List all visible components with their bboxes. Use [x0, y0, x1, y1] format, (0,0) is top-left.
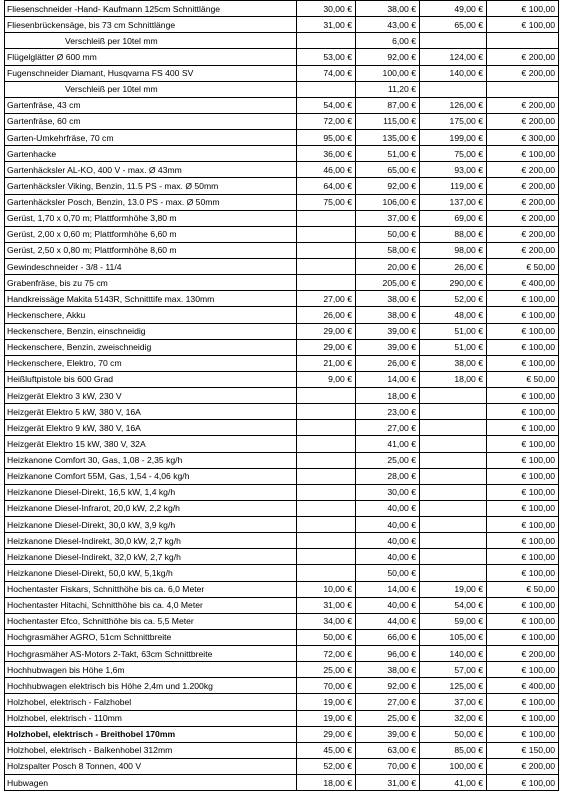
price-cell-1: [297, 33, 356, 49]
table-row: [5, 404, 559, 420]
price-cell-2: 28,00 €: [356, 468, 420, 484]
item-name-cell: Heckenschere, Akku: [5, 307, 297, 323]
table-row: [5, 484, 559, 500]
table-row: [5, 33, 559, 49]
price-cell-1: 29,00 €: [297, 323, 356, 339]
price-cell-3: [420, 565, 487, 581]
price-cell-3: [420, 484, 487, 500]
item-name-cell: Gartenhäcksler AL-KO, 400 V - max. Ø 43mm: [5, 162, 297, 178]
price-cell-1: 45,00 €: [297, 742, 356, 758]
table-row: [5, 371, 559, 387]
deposit-cell: € 300,00: [487, 130, 559, 146]
price-cell-2: 92,00 €: [356, 178, 420, 194]
item-name-cell: Heizgerät Elektro 15 kW, 380 V, 32A: [5, 436, 297, 452]
table-row: [5, 742, 559, 758]
deposit-cell: € 200,00: [487, 242, 559, 258]
price-cell-2: 23,00 €: [356, 404, 420, 420]
price-cell-3: 119,00 €: [420, 178, 487, 194]
table-row: [5, 242, 559, 258]
price-cell-2: 11,20 €: [356, 81, 420, 97]
price-cell-1: [297, 468, 356, 484]
item-name-cell: Heckenschere, Benzin, einschneidig: [5, 323, 297, 339]
deposit-cell: € 100,00: [487, 291, 559, 307]
price-cell-2: 43,00 €: [356, 17, 420, 33]
price-cell-1: [297, 242, 356, 258]
price-cell-3: 41,00 €: [420, 775, 487, 791]
item-name-cell: Heizkanone Diesel-Direkt, 30,0 kW, 3,9 kg/h: [5, 517, 297, 533]
table-row: [5, 436, 559, 452]
price-cell-1: 31,00 €: [297, 597, 356, 613]
table-row: [5, 420, 559, 436]
price-cell-3: [420, 468, 487, 484]
table-row: [5, 758, 559, 774]
item-name-cell: Fugenschneider Diamant, Husqvarna FS 400 SV: [5, 65, 297, 81]
item-name-cell: Gerüst, 1,70 x 0,70 m; Plattformhöhe 3,80 m: [5, 210, 297, 226]
table-row: [5, 275, 559, 291]
item-name-cell: Heizkanone Comfort 30, Gas, 1,08 - 2,35 kg/h: [5, 452, 297, 468]
price-cell-3: 38,00 €: [420, 355, 487, 371]
price-cell-3: [420, 388, 487, 404]
deposit-cell: € 100,00: [487, 565, 559, 581]
deposit-cell: € 100,00: [487, 436, 559, 452]
price-cell-2: 40,00 €: [356, 549, 420, 565]
price-cell-1: [297, 420, 356, 436]
item-name-cell: Holzspalter Posch 8 Tonnen, 400 V: [5, 758, 297, 774]
table-row: [5, 226, 559, 242]
deposit-cell: € 100,00: [487, 517, 559, 533]
item-name-cell: Heizkanone Diesel-Infrarot, 20,0 kW, 2,2 kg/h: [5, 500, 297, 516]
price-cell-1: 29,00 €: [297, 339, 356, 355]
price-cell-2: 20,00 €: [356, 259, 420, 275]
price-cell-3: 32,00 €: [420, 710, 487, 726]
price-cell-3: 59,00 €: [420, 613, 487, 629]
deposit-cell: € 100,00: [487, 533, 559, 549]
price-cell-1: 19,00 €: [297, 694, 356, 710]
price-cell-2: 27,00 €: [356, 420, 420, 436]
deposit-cell: € 100,00: [487, 323, 559, 339]
item-name-cell: Hochentaster Hitachi, Schnitthöhe bis ca. 4,0 Meter: [5, 597, 297, 613]
deposit-cell: € 100,00: [487, 726, 559, 742]
price-cell-3: 49,00 €: [420, 1, 487, 17]
price-cell-1: [297, 259, 356, 275]
item-name-cell: Holzhobel, elektrisch - 110mm: [5, 710, 297, 726]
price-cell-3: 57,00 €: [420, 662, 487, 678]
deposit-cell: € 100,00: [487, 694, 559, 710]
price-cell-1: 18,00 €: [297, 775, 356, 791]
table-row: [5, 775, 559, 791]
price-cell-1: 52,00 €: [297, 758, 356, 774]
table-row: [5, 533, 559, 549]
table-row: [5, 581, 559, 597]
price-cell-1: 74,00 €: [297, 65, 356, 81]
price-cell-3: 51,00 €: [420, 323, 487, 339]
price-cell-3: [420, 33, 487, 49]
price-cell-2: 25,00 €: [356, 710, 420, 726]
price-cell-3: 137,00 €: [420, 194, 487, 210]
item-name-cell: Handkreissäge Makita 5143R, Schnitttife max. 130mm: [5, 291, 297, 307]
item-name-cell: Grabenfräse, bis zu 75 cm: [5, 275, 297, 291]
deposit-cell: € 100,00: [487, 388, 559, 404]
item-name-cell: Heizkanone Diesel-Direkt, 50,0 kW, 5,1kg/h: [5, 565, 297, 581]
price-cell-1: 53,00 €: [297, 49, 356, 65]
price-cell-2: 40,00 €: [356, 533, 420, 549]
item-name-cell: Heizkanone Diesel-Indirekt, 32,0 kW, 2,7 kg/h: [5, 549, 297, 565]
item-name-cell: Hochgrasmäher AGRO, 51cm Schnittbreite: [5, 629, 297, 645]
price-cell-1: [297, 452, 356, 468]
price-cell-2: 205,00 €: [356, 275, 420, 291]
deposit-cell: € 100,00: [487, 775, 559, 791]
item-name-cell: Gartenfräse, 43 cm: [5, 97, 297, 113]
price-cell-1: 29,00 €: [297, 726, 356, 742]
table-row: [5, 194, 559, 210]
table-row: [5, 339, 559, 355]
deposit-cell: [487, 81, 559, 97]
item-name-cell: Hochentaster Efco, Schnitthöhe bis ca. 5,5 Meter: [5, 613, 297, 629]
price-cell-2: 96,00 €: [356, 646, 420, 662]
table-row: [5, 65, 559, 81]
table-row: [5, 210, 559, 226]
price-cell-3: 199,00 €: [420, 130, 487, 146]
price-cell-2: 30,00 €: [356, 484, 420, 500]
deposit-cell: € 50,00: [487, 581, 559, 597]
price-cell-3: 125,00 €: [420, 678, 487, 694]
table-row: [5, 1, 559, 17]
deposit-cell: € 100,00: [487, 629, 559, 645]
table-row: [5, 646, 559, 662]
deposit-cell: € 100,00: [487, 1, 559, 17]
price-cell-3: 88,00 €: [420, 226, 487, 242]
price-cell-3: 126,00 €: [420, 97, 487, 113]
table-row: [5, 162, 559, 178]
price-cell-2: 44,00 €: [356, 613, 420, 629]
table-row: [5, 662, 559, 678]
price-cell-3: 26,00 €: [420, 259, 487, 275]
price-cell-1: [297, 533, 356, 549]
price-cell-3: 37,00 €: [420, 694, 487, 710]
price-cell-3: [420, 404, 487, 420]
item-name-cell: Fliesenschneider -Hand- Kaufmann 125cm Schnittlänge: [5, 1, 297, 17]
deposit-cell: € 100,00: [487, 613, 559, 629]
price-cell-2: 18,00 €: [356, 388, 420, 404]
price-cell-3: [420, 549, 487, 565]
item-name-cell: Hochhubwagen elektrisch bis Höhe 2,4m und 1.200kg: [5, 678, 297, 694]
table-row: [5, 291, 559, 307]
deposit-cell: € 200,00: [487, 194, 559, 210]
item-name-cell: Hochgrasmäher AS-Motors 2-Takt, 63cm Schnittbreite: [5, 646, 297, 662]
price-cell-2: 50,00 €: [356, 226, 420, 242]
price-cell-2: 41,00 €: [356, 436, 420, 452]
price-cell-3: 18,00 €: [420, 371, 487, 387]
price-cell-3: 51,00 €: [420, 339, 487, 355]
deposit-cell: € 100,00: [487, 146, 559, 162]
deposit-cell: € 400,00: [487, 678, 559, 694]
price-cell-3: [420, 420, 487, 436]
table-row: [5, 259, 559, 275]
table-row: [5, 517, 559, 533]
price-cell-1: [297, 275, 356, 291]
price-cell-3: 65,00 €: [420, 17, 487, 33]
deposit-cell: € 200,00: [487, 49, 559, 65]
price-cell-1: [297, 565, 356, 581]
price-cell-2: 31,00 €: [356, 775, 420, 791]
price-cell-1: 9,00 €: [297, 371, 356, 387]
price-cell-2: 38,00 €: [356, 1, 420, 17]
deposit-cell: € 100,00: [487, 307, 559, 323]
item-name-cell: Heckenschere, Elektro, 70 cm: [5, 355, 297, 371]
deposit-cell: € 200,00: [487, 758, 559, 774]
price-cell-2: 25,00 €: [356, 452, 420, 468]
price-cell-3: [420, 452, 487, 468]
deposit-cell: € 100,00: [487, 452, 559, 468]
table-row: [5, 678, 559, 694]
item-name-cell: Gartenfräse, 60 cm: [5, 113, 297, 129]
table-row: [5, 355, 559, 371]
item-name-cell: Heizkanone Comfort 55M, Gas, 1,54 - 4,06 kg/h: [5, 468, 297, 484]
table-row: [5, 726, 559, 742]
item-name-cell: Heizkanone Diesel-Indirekt, 30,0 kW, 2,7 kg/h: [5, 533, 297, 549]
price-cell-2: 58,00 €: [356, 242, 420, 258]
deposit-cell: € 50,00: [487, 371, 559, 387]
deposit-cell: € 100,00: [487, 404, 559, 420]
price-cell-1: [297, 404, 356, 420]
price-cell-1: [297, 436, 356, 452]
deposit-cell: € 200,00: [487, 162, 559, 178]
item-name-cell: Heizkanone Diesel-Direkt, 16,5 kW, 1,4 kg/h: [5, 484, 297, 500]
item-name-cell: Gartenhäcksler Posch, Benzin, 13.0 PS - max. Ø 50mm: [5, 194, 297, 210]
item-name-cell: Holzhobel, elektrisch - Falzhobel: [5, 694, 297, 710]
item-name-cell: Hochhubwagen bis Höhe 1,6m: [5, 662, 297, 678]
deposit-cell: € 200,00: [487, 113, 559, 129]
price-cell-3: 54,00 €: [420, 597, 487, 613]
price-cell-2: 27,00 €: [356, 694, 420, 710]
price-cell-3: 175,00 €: [420, 113, 487, 129]
item-name-cell: Gerüst, 2,50 x 0,80 m; Plattformhöhe 8,60 m: [5, 242, 297, 258]
item-name-cell: Heizgerät Elektro 5 kW, 380 V, 16A: [5, 404, 297, 420]
price-cell-2: 40,00 €: [356, 597, 420, 613]
price-cell-3: [420, 81, 487, 97]
deposit-cell: € 200,00: [487, 65, 559, 81]
price-cell-1: 10,00 €: [297, 581, 356, 597]
price-cell-2: 106,00 €: [356, 194, 420, 210]
table-row: [5, 468, 559, 484]
price-cell-2: 40,00 €: [356, 517, 420, 533]
deposit-cell: € 100,00: [487, 710, 559, 726]
item-name-cell: Heckenschere, Benzin, zweischneidig: [5, 339, 297, 355]
deposit-cell: € 100,00: [487, 662, 559, 678]
price-cell-3: 75,00 €: [420, 146, 487, 162]
deposit-cell: € 100,00: [487, 597, 559, 613]
price-cell-1: 30,00 €: [297, 1, 356, 17]
price-cell-1: [297, 81, 356, 97]
price-cell-2: 100,00 €: [356, 65, 420, 81]
price-cell-3: 50,00 €: [420, 726, 487, 742]
table-row: [5, 130, 559, 146]
price-cell-2: 6,00 €: [356, 33, 420, 49]
price-cell-3: 140,00 €: [420, 646, 487, 662]
price-cell-3: [420, 517, 487, 533]
deposit-cell: [487, 33, 559, 49]
price-cell-2: 38,00 €: [356, 307, 420, 323]
price-cell-2: 115,00 €: [356, 113, 420, 129]
price-cell-3: 69,00 €: [420, 210, 487, 226]
item-name-cell: Heißluftpistole bis 600 Grad: [5, 371, 297, 387]
price-cell-1: [297, 484, 356, 500]
price-cell-1: 70,00 €: [297, 678, 356, 694]
price-cell-1: 75,00 €: [297, 194, 356, 210]
item-name-cell: Garten-Umkehrfräse, 70 cm: [5, 130, 297, 146]
price-cell-1: 46,00 €: [297, 162, 356, 178]
item-name-cell: Hochentaster Fiskars, Schnitthöhe bis ca. 6,0 Meter: [5, 581, 297, 597]
item-name-cell: Flügelglätter Ø 600 mm: [5, 49, 297, 65]
price-cell-3: 100,00 €: [420, 758, 487, 774]
price-cell-1: 31,00 €: [297, 17, 356, 33]
price-cell-1: 72,00 €: [297, 113, 356, 129]
price-cell-2: 40,00 €: [356, 500, 420, 516]
table-row: [5, 500, 559, 516]
deposit-cell: € 400,00: [487, 275, 559, 291]
item-name-cell: Heizgerät Elektro 3 kW, 230 V: [5, 388, 297, 404]
rental-price-table-body: [5, 1, 559, 791]
table-row: [5, 549, 559, 565]
price-cell-1: 50,00 €: [297, 629, 356, 645]
price-cell-3: 52,00 €: [420, 291, 487, 307]
deposit-cell: € 100,00: [487, 484, 559, 500]
price-cell-2: 92,00 €: [356, 49, 420, 65]
price-cell-2: 39,00 €: [356, 323, 420, 339]
item-name-cell: Verschleiß per 10tel mm: [5, 81, 297, 97]
price-cell-2: 87,00 €: [356, 97, 420, 113]
item-name-cell: Heizgerät Elektro 9 kW, 380 V, 16A: [5, 420, 297, 436]
price-cell-3: [420, 436, 487, 452]
price-cell-2: 66,00 €: [356, 629, 420, 645]
deposit-cell: € 100,00: [487, 420, 559, 436]
price-cell-2: 65,00 €: [356, 162, 420, 178]
deposit-cell: € 100,00: [487, 355, 559, 371]
price-cell-1: 27,00 €: [297, 291, 356, 307]
price-cell-2: 63,00 €: [356, 742, 420, 758]
table-row: [5, 97, 559, 113]
price-cell-1: 64,00 €: [297, 178, 356, 194]
item-name-cell: Gartenhacke: [5, 146, 297, 162]
table-row: [5, 307, 559, 323]
deposit-cell: € 50,00: [487, 259, 559, 275]
deposit-cell: € 150,00: [487, 742, 559, 758]
price-cell-1: 19,00 €: [297, 710, 356, 726]
price-cell-2: 39,00 €: [356, 726, 420, 742]
deposit-cell: € 200,00: [487, 210, 559, 226]
price-cell-1: 72,00 €: [297, 646, 356, 662]
price-cell-2: 135,00 €: [356, 130, 420, 146]
table-row: [5, 388, 559, 404]
table-row: [5, 597, 559, 613]
table-row: [5, 710, 559, 726]
item-name-cell: Gewindeschneider - 3/8 - 11/4: [5, 259, 297, 275]
price-cell-1: 34,00 €: [297, 613, 356, 629]
price-cell-2: 39,00 €: [356, 339, 420, 355]
price-cell-2: 14,00 €: [356, 371, 420, 387]
price-cell-1: 95,00 €: [297, 130, 356, 146]
price-cell-2: 26,00 €: [356, 355, 420, 371]
price-cell-3: 48,00 €: [420, 307, 487, 323]
price-cell-2: 50,00 €: [356, 565, 420, 581]
price-cell-2: 38,00 €: [356, 291, 420, 307]
price-cell-2: 70,00 €: [356, 758, 420, 774]
price-cell-2: 92,00 €: [356, 678, 420, 694]
price-cell-1: 26,00 €: [297, 307, 356, 323]
table-row: [5, 113, 559, 129]
deposit-cell: € 200,00: [487, 226, 559, 242]
price-cell-1: [297, 388, 356, 404]
item-name-cell: Gerüst, 2,00 x 0,60 m; Plattformhöhe 6,60 m: [5, 226, 297, 242]
price-cell-1: [297, 517, 356, 533]
table-row: [5, 629, 559, 645]
table-row: [5, 565, 559, 581]
price-cell-3: 93,00 €: [420, 162, 487, 178]
table-row: [5, 178, 559, 194]
table-row: [5, 146, 559, 162]
price-cell-3: 105,00 €: [420, 629, 487, 645]
price-cell-1: 36,00 €: [297, 146, 356, 162]
deposit-cell: € 200,00: [487, 646, 559, 662]
item-name-cell: Fliesenbrückensäge, bis 73 cm Schnittlänge: [5, 17, 297, 33]
item-name-cell: Hubwagen: [5, 775, 297, 791]
rental-price-table: [4, 0, 559, 791]
price-cell-2: 38,00 €: [356, 662, 420, 678]
item-name-cell: Holzhobel, elektrisch - Balkenhobel 312mm: [5, 742, 297, 758]
price-cell-3: 85,00 €: [420, 742, 487, 758]
price-cell-3: 124,00 €: [420, 49, 487, 65]
price-cell-2: 37,00 €: [356, 210, 420, 226]
price-cell-3: 290,00 €: [420, 275, 487, 291]
deposit-cell: € 200,00: [487, 178, 559, 194]
price-cell-1: 54,00 €: [297, 97, 356, 113]
price-cell-3: [420, 533, 487, 549]
deposit-cell: € 100,00: [487, 468, 559, 484]
deposit-cell: € 100,00: [487, 500, 559, 516]
price-cell-1: [297, 210, 356, 226]
price-cell-1: [297, 226, 356, 242]
table-row: [5, 694, 559, 710]
item-name-cell: Gartenhäcksler Viking, Benzin, 11.5 PS - max. Ø 50mm: [5, 178, 297, 194]
item-name-cell: Verschleiß per 10tel mm: [5, 33, 297, 49]
table-row: [5, 17, 559, 33]
price-cell-3: 98,00 €: [420, 242, 487, 258]
price-cell-2: 14,00 €: [356, 581, 420, 597]
table-row: [5, 613, 559, 629]
price-cell-3: 19,00 €: [420, 581, 487, 597]
price-cell-1: [297, 500, 356, 516]
price-cell-1: [297, 549, 356, 565]
price-cell-1: 25,00 €: [297, 662, 356, 678]
price-cell-3: [420, 500, 487, 516]
price-cell-3: 140,00 €: [420, 65, 487, 81]
deposit-cell: € 100,00: [487, 339, 559, 355]
table-row: [5, 452, 559, 468]
table-row: [5, 81, 559, 97]
deposit-cell: € 100,00: [487, 17, 559, 33]
deposit-cell: € 200,00: [487, 97, 559, 113]
table-row: [5, 49, 559, 65]
deposit-cell: € 100,00: [487, 549, 559, 565]
item-name-cell: Holzhobel, elektrisch - Breithobel 170mm: [5, 726, 297, 742]
price-cell-2: 51,00 €: [356, 146, 420, 162]
table-row: [5, 323, 559, 339]
price-cell-1: 21,00 €: [297, 355, 356, 371]
